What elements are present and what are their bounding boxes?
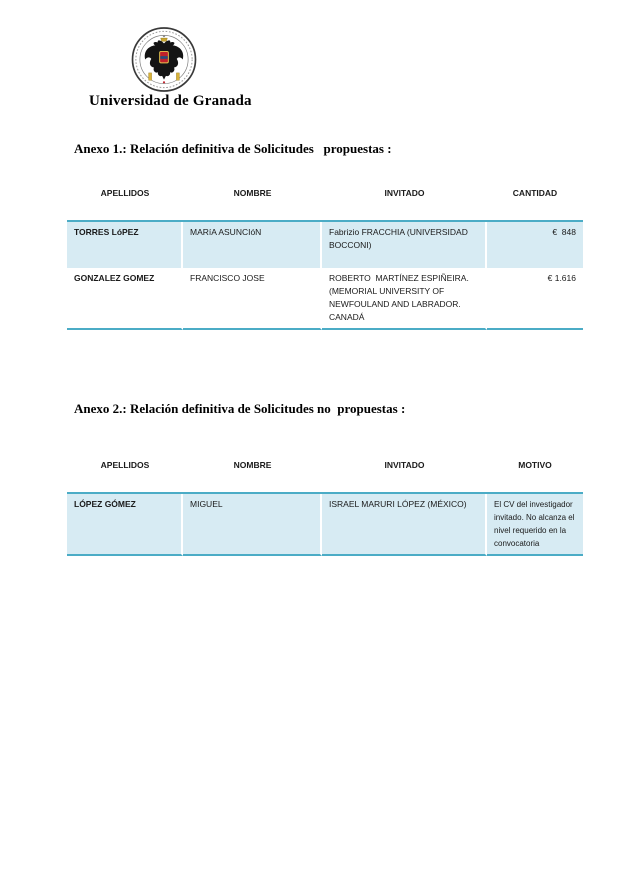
anexo1-table bbox=[67, 182, 583, 330]
col-header-invitado: INVITADO bbox=[322, 454, 487, 494]
cell-invitado: ISRAEL MARURI LÓPEZ (MÉXICO) bbox=[322, 494, 487, 556]
table-row bbox=[67, 494, 583, 556]
col-header-nombre: NOMBRE bbox=[183, 454, 322, 494]
cell-cantidad: € 1.616 bbox=[487, 268, 583, 330]
cell-apellidos: LÓPEZ GÓMEZ bbox=[67, 494, 183, 556]
anexo2-table bbox=[67, 454, 583, 556]
cell-motivo: El CV del investigador invitado. No alcanza el nivel requerido en la convocatoria bbox=[487, 494, 583, 556]
university-logo bbox=[127, 26, 201, 93]
table-row bbox=[67, 268, 583, 330]
cell-apellidos: TORRES LóPEZ bbox=[67, 222, 183, 268]
anexo2-heading: Anexo 2.: Relación definitiva de Solicitudes no propuestas : bbox=[74, 401, 406, 416]
cell-invitado: ROBERTO MARTÍNEZ ESPIÑEIRA.(MEMORIAL UNIVERSITY OF NEWFOULAND AND LABRADOR. CANADÁ bbox=[322, 268, 487, 330]
cell-nombre: MARíA ASUNCIóN bbox=[183, 222, 322, 268]
table1-header-row bbox=[67, 182, 583, 222]
cell-cantidad: € 848 bbox=[487, 222, 583, 268]
col-header-nombre: NOMBRE bbox=[183, 182, 322, 222]
anexo1-heading: Anexo 1.: Relación definitiva de Solicitudes propuestas : bbox=[74, 141, 392, 156]
col-header-motivo: MOTIVO bbox=[487, 454, 583, 494]
ugr-crest-seal-icon bbox=[127, 26, 201, 93]
col-header-apellidos: APELLIDOS bbox=[67, 182, 183, 222]
table2-header-row bbox=[67, 454, 583, 494]
university-name: Universidad de Granada bbox=[89, 93, 252, 109]
table-row bbox=[67, 222, 583, 268]
cell-nombre: FRANCISCO JOSE bbox=[183, 268, 322, 330]
col-header-apellidos: APELLIDOS bbox=[67, 454, 183, 494]
col-header-cantidad: CANTIDAD bbox=[487, 182, 583, 222]
col-header-invitado: INVITADO bbox=[322, 182, 487, 222]
cell-invitado: Fabrizio FRACCHIA (UNIVERSIDAD BOCCONI) bbox=[322, 222, 487, 268]
cell-nombre: MIGUEL bbox=[183, 494, 322, 556]
cell-apellidos: GONZALEZ GOMEZ bbox=[67, 268, 183, 330]
